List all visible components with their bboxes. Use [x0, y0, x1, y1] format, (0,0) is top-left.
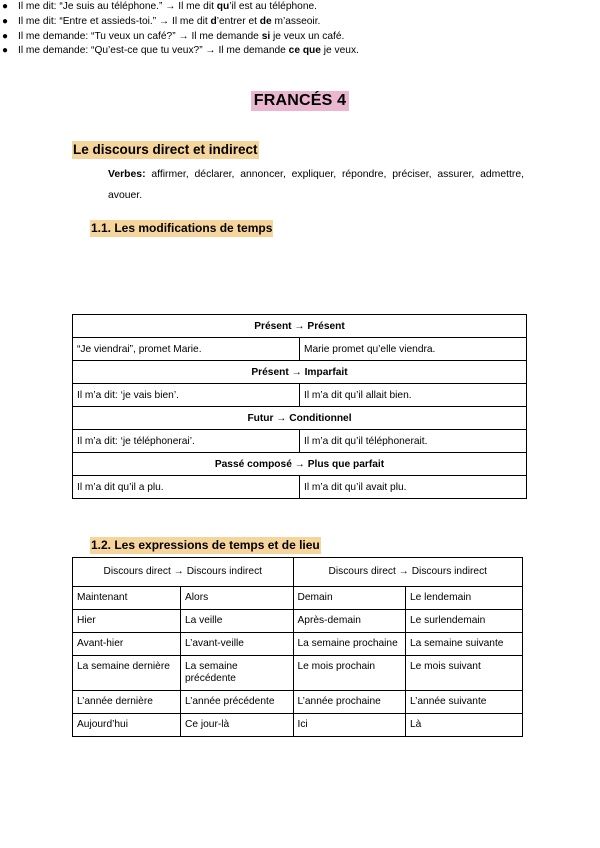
table-cell: Le lendemain [406, 587, 523, 610]
subsection-title-tenses: 1.1. Les modifications de temps [91, 221, 273, 235]
table-row [73, 587, 523, 610]
table-cell: Il m’a dit qu’il téléphonerait. [300, 430, 527, 453]
list-item: ● Il me dit: “Je suis au téléphone.” → Il me dit qu’il est au téléphone. [0, 0, 440, 15]
table-cell: La semaine dernière [73, 656, 181, 691]
table-cell: Maintenant [73, 587, 181, 610]
bullet-icon: ● [2, 30, 9, 42]
table-row [73, 691, 523, 714]
table-cell: L’année précédente [181, 691, 294, 714]
table-cell: Demain [293, 587, 406, 610]
table-cell: Il m’a dit qu’il allait bien. [300, 384, 527, 407]
expressions-table [72, 557, 523, 737]
table-cell: Avant-hier [73, 633, 181, 656]
table-cell: Le mois suivant [406, 656, 523, 691]
table-cell: Le mois prochain [293, 656, 406, 691]
table-cell: Hier [73, 610, 181, 633]
table-cell: Il m’a dit qu’il avait plu. [300, 476, 527, 499]
table-row [73, 633, 523, 656]
table-header: Présent → Imparfait [73, 361, 527, 384]
verbs-label: Verbes: [108, 169, 146, 180]
bullet-icon: ● [2, 45, 9, 57]
table-cell: Alors [181, 587, 294, 610]
table-header: Présent → Présent [73, 315, 527, 338]
table-row [73, 714, 523, 737]
table-row [73, 610, 523, 633]
table-header: Passé composé → Plus que parfait [73, 453, 527, 476]
table-cell: L’année dernière [73, 691, 181, 714]
table-cell: Le surlendemain [406, 610, 523, 633]
table-cell: Il m’a dit qu’il a plu. [73, 476, 300, 499]
bullet-icon: ● [2, 1, 9, 12]
list-item: ● Il me demande: “Tu veux un café?” → Il me demande si je veux un café. [0, 30, 440, 45]
table-row [73, 338, 527, 361]
table-row [73, 384, 527, 407]
table-cell: L’année prochaine [293, 691, 406, 714]
table-header: Futur → Conditionnel [73, 407, 527, 430]
table-row [73, 315, 527, 338]
tense-table [72, 314, 527, 499]
document-title [0, 92, 600, 110]
table-cell: La semaine suivante [406, 633, 523, 656]
section-title: Le discours direct et indirect [73, 142, 258, 157]
subsection-title-expressions: 1.2. Les expressions de temps et de lieu [91, 538, 320, 552]
document-title-text: FRANCÉS 4 [251, 91, 349, 111]
table-row [73, 361, 527, 384]
table-cell: “Je viendrai”, promet Marie. [73, 338, 300, 361]
table-row [73, 558, 523, 587]
table-cell: Il m’a dit: ‘je téléphonerai’. [73, 430, 300, 453]
table-cell: Après-demain [293, 610, 406, 633]
bullet-icon: ● [2, 15, 9, 27]
table-header: Discours direct → Discours indirect [73, 558, 294, 587]
table-cell: La veille [181, 610, 294, 633]
verbs-list: affirmer, déclarer, annoncer, expliquer, répondre, préciser, assurer, admettre, avouer. [108, 169, 524, 201]
list-item: ● Il me demande: “Qu’est-ce que tu veux?” → Il me demande ce que je veux. [0, 44, 440, 59]
table-row [73, 430, 527, 453]
table-cell: L’avant-veille [181, 633, 294, 656]
table-row [73, 407, 527, 430]
table-cell: Marie promet qu’elle viendra. [300, 338, 527, 361]
table-cell: Là [406, 714, 523, 737]
verbs-paragraph [108, 164, 524, 206]
table-row [73, 476, 527, 499]
table-header: Discours direct → Discours indirect [293, 558, 523, 587]
table-cell: La semaine précédente [181, 656, 294, 691]
table-row [73, 656, 523, 691]
table-cell: Il m’a dit: ‘je vais bien’. [73, 384, 300, 407]
list-item: ● Il me dit: “Entre et assieds-toi.” → Il me dit d’entrer et de m’asseoir. [0, 15, 440, 30]
table-cell: L’année suivante [406, 691, 523, 714]
table-cell: Ce jour-là [181, 714, 294, 737]
examples-list [0, 0, 440, 59]
table-row [73, 453, 527, 476]
table-cell: Ici [293, 714, 406, 737]
table-cell: La semaine prochaine [293, 633, 406, 656]
table-cell: Aujourd’hui [73, 714, 181, 737]
